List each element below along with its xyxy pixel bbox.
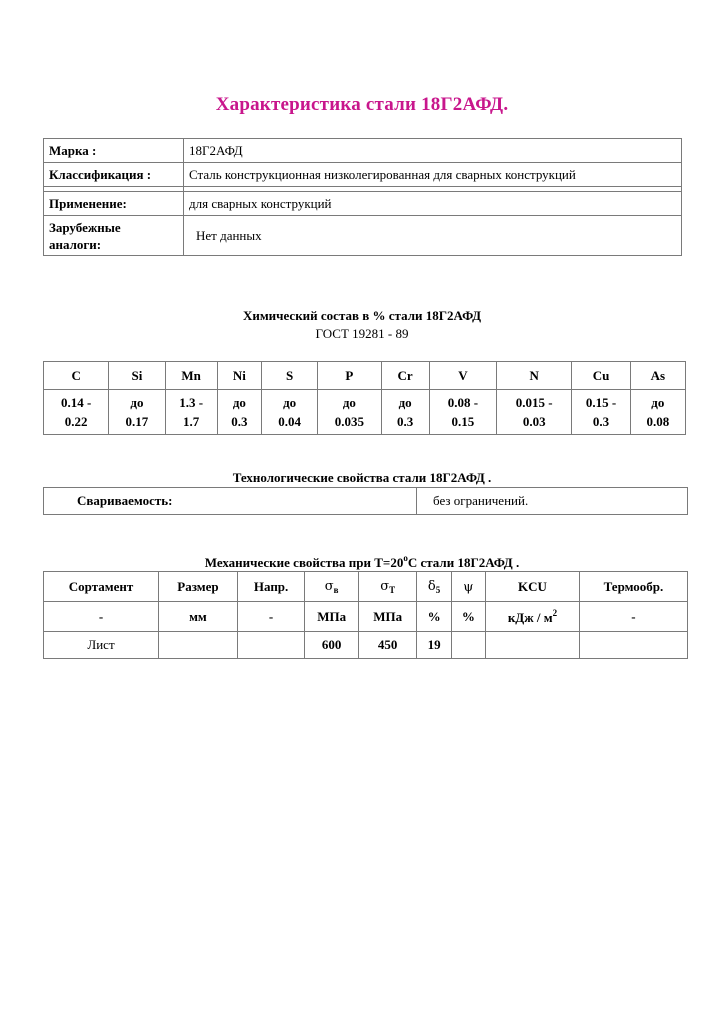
analogs-value: Нет данных [184, 216, 682, 256]
sigma-b-subscript: в [333, 585, 339, 595]
weldability-value: без ограничений. [417, 488, 688, 515]
unit-assortment: - [44, 602, 159, 632]
unit-heat-treatment: - [579, 602, 687, 632]
chem-element-ni: Ni [217, 362, 261, 390]
chem-value-line: 1.7 [183, 414, 200, 429]
chem-element-cu: Cu [572, 362, 630, 390]
chem-value-line: 0.08 [646, 414, 670, 429]
header-yield-strength [358, 572, 417, 602]
chem-value-line: 0.035 [334, 414, 364, 429]
chemistry-standard: ГОСТ 19281 - 89 [315, 326, 409, 341]
header-direction: Напр. [237, 572, 305, 602]
chemistry-values-row [44, 390, 686, 435]
chem-value-line: 0.15 - [585, 395, 617, 410]
psi-symbol: ψ [463, 579, 474, 595]
unit-kcu-exponent: 2 [552, 607, 558, 618]
analogs-row [44, 216, 682, 256]
classification-label: Классификация : [44, 163, 184, 187]
header-assortment: Сортамент [44, 572, 159, 602]
mechanics-header-row [44, 572, 688, 602]
unit-tensile-strength: МПа [305, 602, 358, 632]
row-elongation: 19 [417, 632, 451, 659]
unit-direction: - [237, 602, 305, 632]
mechanics-data-row [44, 632, 688, 659]
chem-element-s: S [261, 362, 317, 390]
chem-value-as [630, 390, 685, 435]
row-direction [237, 632, 305, 659]
chem-value-si [109, 390, 165, 435]
chem-element-si: Si [109, 362, 165, 390]
chem-value-cu [572, 390, 630, 435]
chem-value-line: до [342, 395, 356, 410]
chem-value-line: 1.3 - [179, 395, 204, 410]
chem-value-line: 0.14 - [60, 395, 92, 410]
weldability-row [44, 488, 688, 515]
header-reduction [451, 572, 485, 602]
technology-title: Технологические свойства стали 18Г2АФД . [232, 470, 492, 485]
general-info-table [43, 138, 682, 256]
chem-value-line: до [651, 395, 665, 410]
row-yield-strength: 450 [358, 632, 417, 659]
chem-value-mn [165, 390, 217, 435]
chem-value-line: до [398, 395, 412, 410]
chem-value-s [261, 390, 317, 435]
chem-value-line: до [232, 395, 246, 410]
chemistry-title: Химический состав в % стали 18Г2АФД [242, 308, 482, 323]
row-tensile-strength: 600 [305, 632, 358, 659]
mechanics-table [43, 571, 688, 659]
grade-label: Марка : [44, 139, 184, 163]
unit-kcu-base: кДж / м [507, 609, 553, 625]
analogs-label [44, 216, 184, 256]
chem-value-line: 0.22 [64, 414, 88, 429]
chem-value-line: до [283, 395, 297, 410]
delta-symbol: δ [427, 579, 436, 594]
unit-elongation: % [417, 602, 451, 632]
usage-label: Применение: [44, 192, 184, 216]
grade-row [44, 139, 682, 163]
chem-value-v [429, 390, 496, 435]
unit-size: мм [159, 602, 238, 632]
chem-value-line: 0.3 [397, 414, 414, 429]
sigma-t-symbol: σ [380, 579, 390, 594]
technology-table [43, 487, 688, 515]
row-assortment: Лист [44, 632, 159, 659]
row-kcu [486, 632, 580, 659]
chem-value-line: 0.015 - [515, 395, 553, 410]
chem-value-line: 0.15 [451, 414, 475, 429]
chemistry-table [43, 361, 686, 435]
mechanics-units-row [44, 602, 688, 632]
weldability-label: Свариваемость: [44, 488, 417, 515]
chem-value-line: 0.04 [278, 414, 301, 429]
mechanics-title-degree: o [403, 553, 408, 563]
chem-value-line: 0.3 [231, 414, 248, 429]
chem-value-ni [217, 390, 261, 435]
analogs-label-line2: аналоги: [49, 236, 102, 252]
chem-element-mn: Mn [165, 362, 217, 390]
chem-element-as: As [630, 362, 685, 390]
mechanics-title-part1: Механические свойства при Т=20 [204, 555, 404, 570]
sigma-b-symbol: σ [324, 579, 334, 594]
chem-value-line: 0.08 - [447, 395, 479, 410]
header-heat-treatment: Термообр. [579, 572, 687, 602]
usage-value: для сварных конструкций [184, 192, 682, 216]
chem-value-line: 0.03 [522, 414, 546, 429]
chem-element-n: N [497, 362, 572, 390]
unit-kcu [486, 602, 580, 632]
chem-value-line: 0.17 [125, 414, 149, 429]
classification-value: Сталь конструкционная низколегированная для сварных конструкций [184, 163, 682, 187]
usage-row [44, 192, 682, 216]
chem-value-line: до [130, 395, 144, 410]
chem-value-cr [381, 390, 429, 435]
row-reduction [451, 632, 485, 659]
page-title: Характеристика стали 18Г2АФД. [215, 94, 509, 115]
mechanics-title [0, 553, 724, 571]
mechanics-title-part2: С стали 18Г2АФД . [407, 555, 520, 570]
grade-value: 18Г2АФД [184, 139, 682, 163]
unit-yield-strength: МПа [358, 602, 417, 632]
delta-subscript: 5 [435, 585, 441, 595]
row-heat-treatment [579, 632, 687, 659]
chem-element-v: V [429, 362, 496, 390]
row-size [159, 632, 238, 659]
classification-row [44, 163, 682, 187]
header-kcu: KCU [486, 572, 580, 602]
chem-value-line: 0.3 [592, 414, 610, 429]
sigma-t-subscript: T [389, 585, 396, 595]
header-tensile-strength [305, 572, 358, 602]
chem-element-cr: Cr [381, 362, 429, 390]
chem-value-c [44, 390, 109, 435]
header-size: Размер [159, 572, 238, 602]
chem-value-p [318, 390, 381, 435]
chem-element-p: P [318, 362, 381, 390]
unit-reduction: % [451, 602, 485, 632]
chem-element-c: C [44, 362, 109, 390]
analogs-label-line1: Зарубежные [49, 219, 121, 235]
header-elongation [417, 572, 451, 602]
chem-value-n [497, 390, 572, 435]
chemistry-header-row [44, 362, 686, 390]
